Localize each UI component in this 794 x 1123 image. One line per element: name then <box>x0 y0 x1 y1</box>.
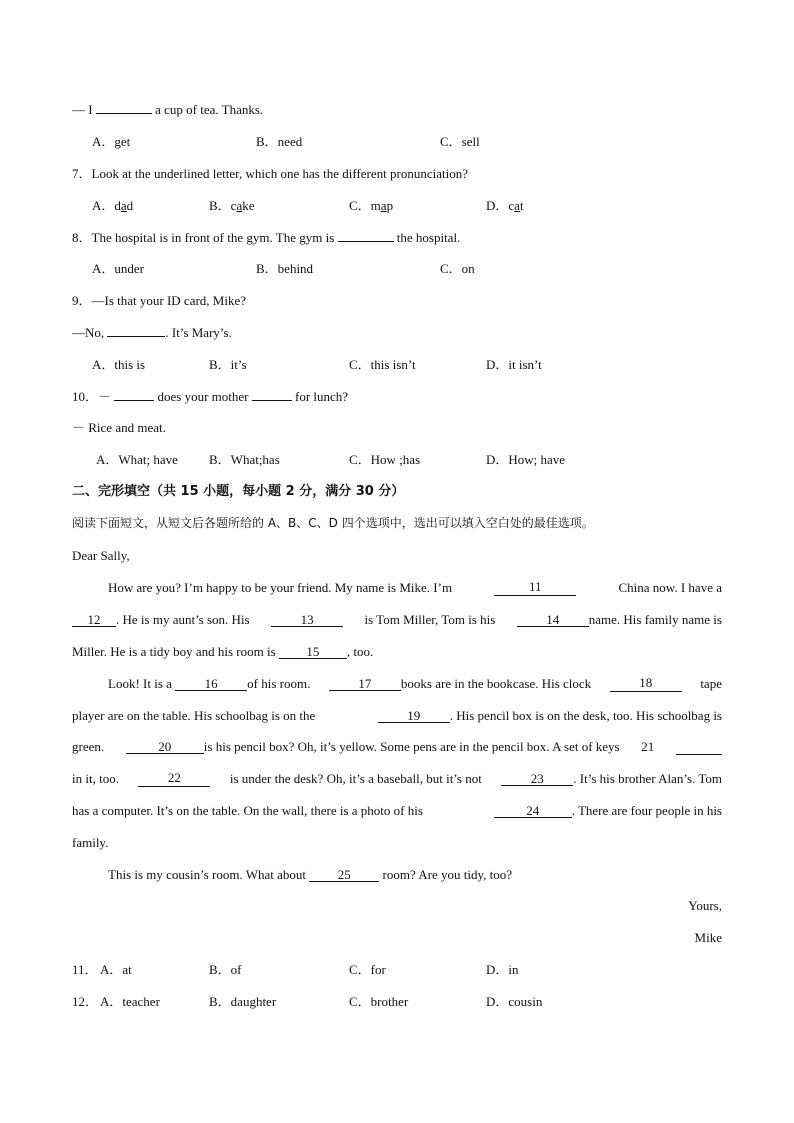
text-fragment: player are on the table. His schoolbag is on the <box>72 708 316 723</box>
q10-answer-line: － Rice and meat. <box>72 420 166 435</box>
text-fragment: 14 name. His family name is <box>517 612 722 628</box>
text-fragment: , too. <box>346 644 374 659</box>
blank-19: 19 <box>378 709 450 723</box>
q10-blank-1 <box>114 400 154 401</box>
q10-stem <box>72 389 348 405</box>
q9-option-a: A．this is <box>92 357 146 372</box>
text-fragment: a <box>236 198 243 213</box>
q6-blank <box>96 113 152 114</box>
q8-blank <box>338 241 394 242</box>
text-fragment: China now. I have a <box>618 580 722 595</box>
q7-option-a <box>92 198 133 214</box>
text-fragment: B． <box>209 198 231 213</box>
q11-option-b: B．of <box>209 962 242 977</box>
section-instruction: 阅读下面短文，从短文后各题所给的 A、B、C、D 四个选项中，选出可以填入空白处的最佳选项。 <box>72 516 594 530</box>
q9-option-c: C．this isn’t <box>349 357 416 372</box>
q12-option-a: A．teacher <box>100 994 160 1009</box>
q10-blank-2 <box>252 400 292 401</box>
blank-13: 13 <box>271 613 343 627</box>
text-fragment: in it, too. <box>72 771 119 786</box>
text-fragment: a <box>120 198 127 213</box>
letter-closing: Yours, <box>688 898 722 913</box>
blank-22: 22 <box>138 771 210 787</box>
q8-option-c: C．on <box>440 261 475 276</box>
q12-option-c: C．brother <box>349 994 409 1009</box>
q10-option-b: B．What;has <box>209 452 280 467</box>
q6-option-c: C．sell <box>440 134 480 149</box>
letter-p2-line5 <box>72 803 722 819</box>
text-fragment: . It’s Mary’s. <box>165 325 232 340</box>
text-fragment: This is my cousin’s room. What about <box>108 867 306 882</box>
text-fragment: the hospital. <box>393 230 461 245</box>
text-fragment: has a computer. It’s on the table. On the wall, there is a photo of his <box>72 803 423 818</box>
text-fragment: a <box>514 198 520 213</box>
blank-16: 16 <box>175 677 247 691</box>
q9-blank <box>107 336 165 337</box>
text-fragment: c <box>230 198 237 213</box>
q7-stem: 7．Look at the underlined letter, which one has the different pronunciation? <box>72 166 468 181</box>
text-fragment: C． <box>349 198 371 213</box>
text-fragment: Miller. He is a tidy boy and his room is <box>72 644 276 659</box>
text-fragment: ke <box>242 198 255 213</box>
text-fragment: t <box>519 198 524 213</box>
blank-12: 12 <box>72 613 116 627</box>
text-fragment: is under the desk? Oh, it’s a baseball, but it’s not <box>229 771 482 786</box>
text-fragment <box>271 612 343 628</box>
blank-20: 20 <box>126 740 204 754</box>
text-fragment: 12 . He is my aunt’s son. His <box>72 612 250 628</box>
q6-suffix: a cup of tea. Thanks. <box>151 102 264 117</box>
text-fragment: room? Are you tidy, too? <box>382 867 512 882</box>
letter-p1-line2 <box>72 612 722 628</box>
q10-option-c: C．How ;has <box>349 452 421 467</box>
letter-p1-line3 <box>72 644 373 660</box>
q7-option-d <box>486 198 524 214</box>
q9-stem: 9．—Is that your ID card, Mike? <box>72 293 247 308</box>
q9-line2 <box>72 325 232 341</box>
text-fragment: tape <box>700 676 722 691</box>
blank-17: 17 <box>329 677 401 691</box>
section-heading: 二、完形填空（共 15 小题，每小题 2 分，满分 30 分） <box>72 484 405 499</box>
text-fragment: D． <box>486 198 509 213</box>
text-fragment: for lunch? <box>291 389 349 404</box>
letter-signature: Mike <box>694 930 722 945</box>
q7-option-b <box>209 198 255 214</box>
blank-11: 11 <box>494 580 576 596</box>
q6-prefix: — I <box>72 102 93 117</box>
q9-option-b: B．it’s <box>209 357 247 372</box>
q12-option-d: D．cousin <box>486 994 543 1009</box>
text-fragment: How are you? I’m happy to be your friend. My name is Mike. I’m <box>108 580 453 595</box>
q8-option-b: B．behind <box>256 261 314 276</box>
letter-p2-line6: family. <box>72 835 109 850</box>
q8-stem <box>72 230 460 246</box>
text-fragment: green. <box>72 739 105 754</box>
letter-greeting: Dear Sally, <box>72 548 130 563</box>
letter-p2-line3 <box>72 739 722 755</box>
blank-24: 24 <box>494 804 572 818</box>
text-fragment: A． <box>92 198 115 213</box>
q11-option-d: D．in <box>486 962 519 977</box>
text-fragment: 19 . His pencil box is on the desk, too. His schoolbag is <box>378 708 722 724</box>
blank-18: 18 <box>610 676 682 692</box>
blank-25: 25 <box>309 868 379 882</box>
text-fragment: 10．－ <box>72 389 112 404</box>
q11-option-a: A．at <box>100 962 132 977</box>
q11-number: 11． <box>72 962 98 977</box>
letter-p3 <box>108 867 512 883</box>
letter-p2-line4 <box>72 771 722 787</box>
text-fragment: d <box>126 198 134 213</box>
text-fragment: is Tom Miller, Tom is his <box>364 612 496 627</box>
q10-option-a: A．What; have <box>96 452 178 467</box>
text-fragment: 8．The hospital is in front of the gym. The gym is <box>72 230 335 245</box>
q9-option-d: D．it isn’t <box>486 357 542 372</box>
text-fragment: a <box>380 198 387 213</box>
letter-p2-line1 <box>108 676 722 692</box>
text-fragment: 17 books are in the bookcase. His clock <box>329 676 591 692</box>
letter-p1-line1 <box>108 580 722 596</box>
text-fragment: Look! It is a 16 of his room. <box>108 676 311 691</box>
q8-option-a: A．under <box>92 261 144 276</box>
q7-option-c <box>349 198 393 214</box>
q6-option-b: B．need <box>256 134 303 149</box>
blank-14: 14 <box>517 613 589 627</box>
q6-dialogue-line <box>72 102 263 118</box>
text-fragment: 21 <box>641 739 655 754</box>
q12-number: 12． <box>72 994 99 1009</box>
blank-15: 15 <box>279 645 347 659</box>
q6-option-a: A．get <box>92 134 131 149</box>
blank-23: 23 <box>501 772 573 786</box>
text-fragment: does your mother <box>154 389 249 404</box>
text-fragment: 24 . There are four people in his <box>494 803 722 819</box>
q12-option-b: B．daughter <box>209 994 277 1009</box>
text-fragment: 20 is his pencil box? Oh, it’s yellow. Some pens are in the pencil box. A set of keys <box>126 739 620 755</box>
text-fragment: —No, <box>72 325 105 340</box>
text-fragment: p <box>386 198 394 213</box>
q10-option-d: D．How; have <box>486 452 566 467</box>
blank-21 <box>676 739 722 755</box>
text-fragment: 23 . It’s his brother Alan’s. Tom <box>501 771 722 787</box>
text-fragment: m <box>370 198 381 213</box>
letter-p2-line2 <box>72 708 722 724</box>
q11-option-c: C．for <box>349 962 386 977</box>
text-fragment: c <box>508 198 515 213</box>
text-fragment: d <box>114 198 121 213</box>
